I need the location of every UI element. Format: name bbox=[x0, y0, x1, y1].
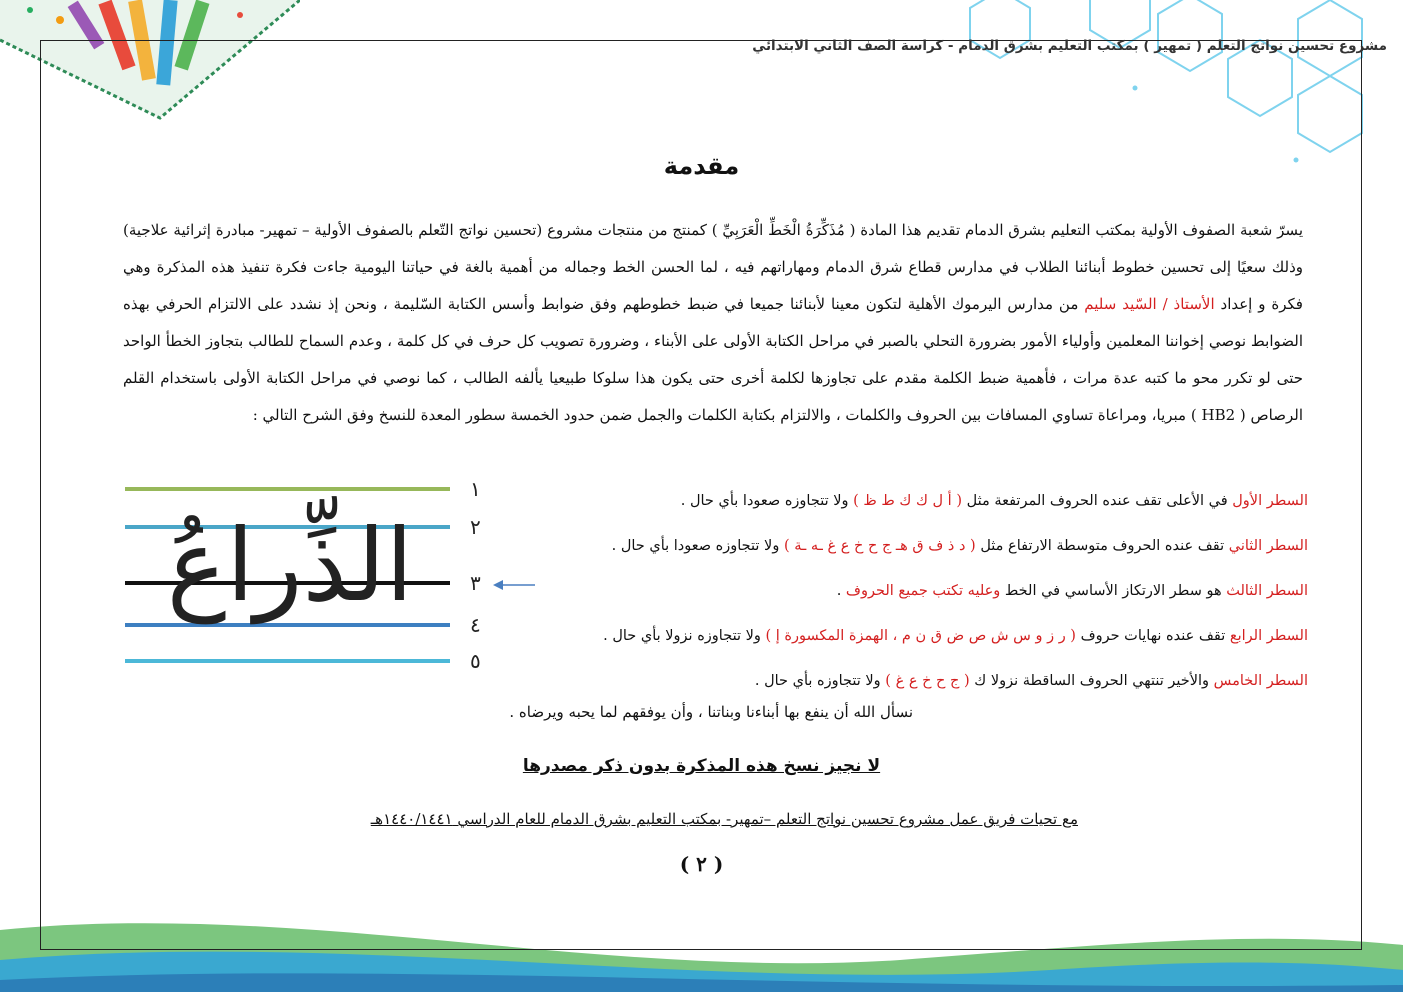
diagram-word: الذِّراعُ bbox=[166, 507, 414, 624]
line-number-2: ٢ bbox=[470, 515, 481, 539]
page-title: مقدمة bbox=[663, 152, 740, 180]
writing-lines-diagram bbox=[110, 470, 560, 690]
line-number-4: ٤ bbox=[470, 613, 481, 637]
rule-line-5: السطر الخامس والأخير تنتهي الحروف الساقطة نزولا ك ( ج ح خ ع غ ) ولا تتجاوزه بأي حال . bbox=[754, 673, 1308, 689]
header-project-line: مشروع تحسين نواتج التعلم ( تمهير ) بمكتب التعليم بشرق الدمام - كراسة الصف الثاني الابتدائي bbox=[752, 38, 1387, 54]
writing-lines-list bbox=[548, 485, 1308, 710]
intro-author: الأستاذ / السّيد سليم bbox=[1084, 295, 1215, 313]
rule-line-2: السطر الثاني تقف عنده الحروف متوسطة الارتفاع مثل ( د ذ ف ق هـ ج ح خ ع غ ـه ـة ) ولا تتجاوزه صعودا بأي حال . bbox=[611, 538, 1308, 554]
rule-line-1: السطر الأول في الأعلى تقف عنده الحروف المرتفعة مثل ( أ ل ك ك ط ظ ) ولا تتجاوزه صعودا بأي حال . bbox=[680, 493, 1308, 509]
closing-prayer: نسأل الله أن ينفع بها أبناءنا وبناتنا ، وأن يوفقهم لما يحبه ويرضاه . bbox=[509, 703, 913, 721]
line-number-1: ١ bbox=[470, 477, 481, 501]
copy-warning: لا نجيز نسخ هذه المذكرة بدون ذكر مصدرها bbox=[522, 756, 881, 776]
team-greeting: مع تحيات فريق عمل مشروع تحسين نواتج التعلم –تمهير- بمكتب التعليم بشرق الدمام للعام الدراسي ١٤٤٠/١٤٤١هـ bbox=[370, 810, 1078, 828]
line-number-5: ٥ bbox=[470, 649, 481, 673]
intro-paragraph bbox=[123, 212, 1303, 434]
intro-part-1: يسرّ شعبة الصفوف الأولية بمكتب التعليم بشرق الدمام تقديم هذا المادة ( مُذَكِّرَةُ الْخَطِّ الْعَرَبِيِّ ) كمنتج من منتجات مشروع (تحسين نواتج التّعلم بالصفوف الأولية – تمهير- مبادرة إثرائية علاجية) وذلك سعيًا إلى تحسين خطوط أبنائنا الطلاب في مدارس قطاع شرق الدمام ومهاراتهم فيه ، لما الحسن الخط وجماله من أهمية بالغة في حياتنا اليومية جاءت فكرة تنفيذ هذه المذكرة وهي فكرة و إعداد bbox=[123, 221, 1303, 313]
arrow-left-icon bbox=[493, 580, 535, 590]
line-number-3: ٣ bbox=[470, 571, 481, 595]
rule-line-4: السطر الرابع تقف عنده نهايات حروف ( ر ز و س ش ص ض ق ن م ، الهمزة المكسورة إ ) ولا تتجاوزه نزولا بأي حال . bbox=[603, 628, 1308, 644]
rule-line-3: السطر الثالث هو سطر الارتكاز الأساسي في الخط وعليه تكتب جميع الحروف . bbox=[836, 583, 1308, 599]
page-number: ( ٢ ) bbox=[679, 852, 724, 876]
intro-part-2: من مدارس اليرموك الأهلية لتكون معينا لأبنائنا جميعا في ضبط خطوطهم وفق ضوابط وأسس الكتابة السّليمة ، ونحن إذ نشدد على الالتزام الحرفي بهذه الضوابط نوصي إخواننا المعلمين وأولياء الأمور بضرورة التحلي بالصبر في مراحل الكتابة الأولى على الأبناء ، وضرورة تصويب كل حرف في كل كلمة ، وعدم السماح للطالب بتجاوز الخطأ الواحد حتى لو تكرر محو ما كتبه عدة مرات ، فأهمية ضبط الكلمة مقدم على تجاوزها لكلمة أخرى حتى يكون هذا سلوكا طبيعيا يألفه الطالب ، كما نوصي في مراحل الكتابة الأولى باستخدام القلم الرصاص ( HB2 ) مبريا، ومراعاة تساوي المسافات بين الحروف والكلمات ، والالتزام بكتابة الكلمات والجمل ضمن حدود الخمسة سطور المعدة للنسخ وفق الشرح التالي : bbox=[123, 295, 1303, 424]
